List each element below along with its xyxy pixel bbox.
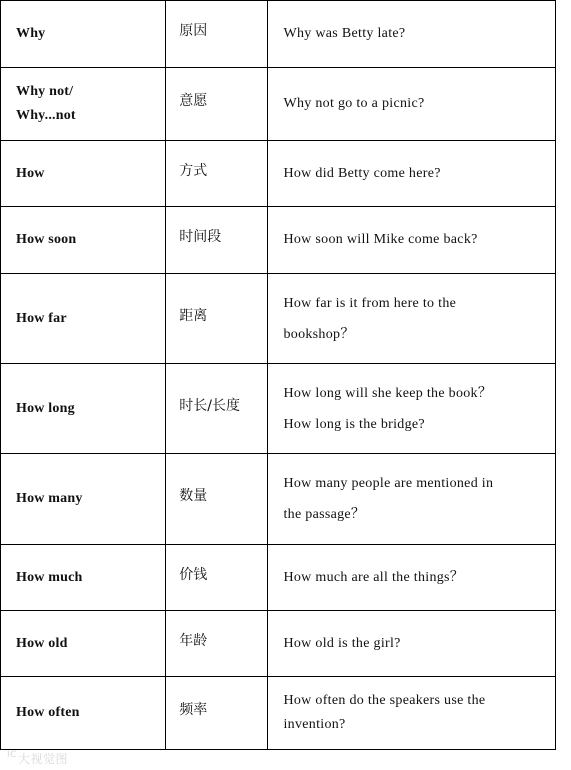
question-word-cell xyxy=(1,207,166,274)
meaning-text: 意愿 xyxy=(179,93,208,109)
meaning-text: 年龄 xyxy=(179,632,208,649)
meaning-cell xyxy=(166,68,268,141)
question-word-cell xyxy=(1,454,166,545)
question-word: How old xyxy=(16,635,68,651)
example-sentence: How long is the bridge? xyxy=(283,416,425,432)
meaning-text: 时间段 xyxy=(179,229,222,245)
table-row xyxy=(1,274,556,364)
meaning-cell xyxy=(166,454,268,545)
example-sentence-line: the passage？ xyxy=(283,507,366,522)
example-sentence-line: How far is it from here to the xyxy=(283,295,457,311)
example-sentence: How long will she keep the book？ xyxy=(283,385,493,401)
example-cell xyxy=(268,677,556,750)
question-word-cell xyxy=(1,611,166,677)
question-word-cell xyxy=(1,677,166,750)
example-sentence: How much are all the things？ xyxy=(283,569,465,585)
question-word: Why xyxy=(16,26,46,41)
meaning-cell xyxy=(166,611,268,677)
watermark-logo-icon: IC xyxy=(7,750,17,760)
watermark-text: 大视觉图 xyxy=(17,752,68,766)
question-word-cell xyxy=(1,274,166,364)
question-word-line: Why not/ xyxy=(16,84,74,99)
example-sentence-line: How many people are mentioned in xyxy=(283,476,494,491)
example-cell xyxy=(268,68,556,141)
example-cell xyxy=(268,141,556,207)
example-cell xyxy=(268,1,556,68)
example-cell xyxy=(268,274,556,364)
example-cell xyxy=(268,454,556,545)
example-cell xyxy=(268,207,556,274)
example-sentence: How old is the girl? xyxy=(283,635,401,651)
table-row xyxy=(1,1,556,68)
example-sentence: How did Betty come here? xyxy=(283,165,441,181)
meaning-cell xyxy=(166,207,268,274)
meaning-cell xyxy=(166,274,268,364)
question-word: How soon xyxy=(16,232,77,247)
table-row xyxy=(1,611,556,677)
example-cell xyxy=(268,364,556,454)
meaning-text: 数量 xyxy=(179,488,208,504)
table-row xyxy=(1,545,556,611)
meaning-text: 时长/长度 xyxy=(179,397,241,414)
question-word: How often xyxy=(16,705,80,720)
meaning-cell xyxy=(166,364,268,454)
question-word: How xyxy=(16,165,45,181)
example-cell xyxy=(268,611,556,677)
question-word-cell xyxy=(1,364,166,454)
example-sentence-line: bookshop？ xyxy=(283,326,355,342)
meaning-text: 价钱 xyxy=(179,566,208,583)
question-word: How long xyxy=(16,400,75,416)
meaning-cell xyxy=(166,141,268,207)
meaning-text: 原因 xyxy=(179,23,208,39)
example-sentence: Why not go to a picnic? xyxy=(283,96,425,111)
question-word: How much xyxy=(16,569,83,585)
question-word-cell xyxy=(1,545,166,611)
question-word-cell xyxy=(1,68,166,141)
table-row xyxy=(1,141,556,207)
question-word-cell xyxy=(1,1,166,68)
example-sentence-line: How often do the speakers use the xyxy=(283,693,486,708)
question-word-line: Why...not xyxy=(16,108,76,123)
meaning-text: 频率 xyxy=(179,702,208,718)
table-row xyxy=(1,207,556,274)
table-row xyxy=(1,677,556,750)
question-word: How far xyxy=(16,310,67,326)
example-sentence: How soon will Mike come back? xyxy=(283,232,478,247)
watermark xyxy=(7,750,68,767)
meaning-cell xyxy=(166,1,268,68)
meaning-text: 距离 xyxy=(179,307,208,324)
example-sentence: Why was Betty late? xyxy=(283,26,406,41)
meaning-cell xyxy=(166,545,268,611)
question-word-cell xyxy=(1,141,166,207)
example-sentence-line: invention? xyxy=(283,717,346,732)
example-cell xyxy=(268,545,556,611)
question-word: How many xyxy=(16,491,83,506)
table-row xyxy=(1,454,556,545)
meaning-cell xyxy=(166,677,268,750)
table-row xyxy=(1,68,556,141)
table-row xyxy=(1,364,556,454)
meaning-text: 方式 xyxy=(179,162,208,179)
